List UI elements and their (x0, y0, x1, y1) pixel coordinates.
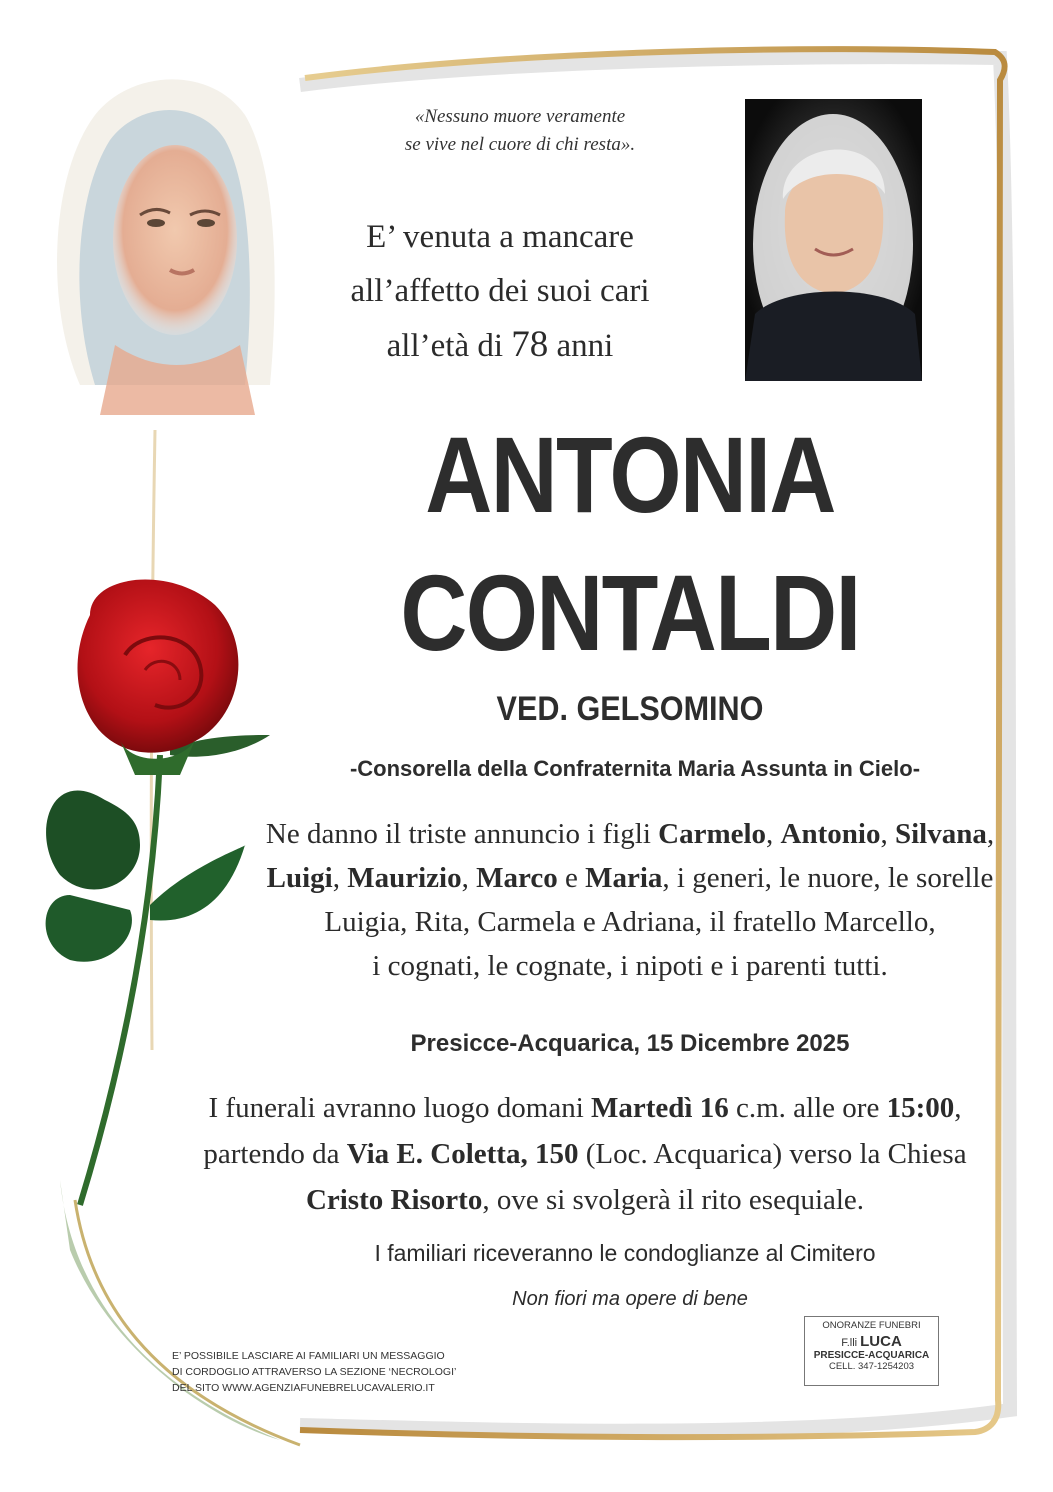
funeral-address: Via E. Coletta, 150 (346, 1138, 579, 1170)
announce-line-3: Luigia, Rita, Carmela e Adriana, il fratello Marcello, (324, 906, 936, 938)
announce-line-2: Luigi, Maurizio, Marco e Maria, i generi, le nuore, le sorelle (266, 862, 994, 894)
agency-location: PRESICCE-ACQUARICA (813, 1350, 930, 1361)
intro-line-2: all’affetto dei suoi cari (350, 273, 650, 309)
announce-line-1: Ne danno il triste annuncio i figli Carmelo, Antonio, Silvana, (265, 818, 995, 850)
condolences-line: I familiari riceveranno le condoglianze al Cimitero (374, 1240, 876, 1266)
funeral-line-3 (160, 1177, 1010, 1223)
funeral-agency-box (804, 1316, 939, 1386)
online-message-notice (172, 1348, 512, 1396)
family-announcement (240, 812, 1020, 988)
child-name: Marco (476, 862, 558, 894)
funeral-details (160, 1085, 1010, 1223)
deceased-portrait-photo (745, 99, 922, 381)
deceased-first-name: ANTONIA (425, 414, 835, 535)
place-and-date: Presicce-Acquarica, 15 Dicembre 2025 (410, 1030, 850, 1057)
widow-of-line: VED. GELSOMINO (496, 690, 764, 728)
age-value: 78 (511, 324, 549, 365)
child-name: Luigi (266, 862, 333, 894)
announce-line-4: i cognati, le cognate, i nipoti e i parenti tutti. (372, 950, 888, 982)
child-name: Maria (585, 862, 663, 894)
notice-line: DEL SITO WWW.AGENZIAFUNEBRELUCAVALERIO.IT (172, 1382, 435, 1394)
child-name: Silvana (894, 818, 987, 850)
madonna-image (40, 55, 290, 435)
funeral-text: , ove si svolgerà il rito esequiale. (482, 1184, 865, 1216)
funeral-text: I funerali avranno luogo domani (208, 1092, 584, 1124)
announce-relatives: , i generi, le nuore, le sorelle (662, 862, 994, 894)
funeral-text: partendo da (203, 1138, 340, 1170)
epigraph-quote (340, 103, 700, 159)
quote-line-2: se vive nel cuore di chi resta». (404, 134, 636, 155)
agency-name-line (805, 1333, 938, 1350)
intro-line-3 (300, 318, 700, 373)
child-name: Maurizio (347, 862, 462, 894)
funeral-church: Cristo Risorto (305, 1184, 483, 1216)
intro-text (300, 210, 700, 373)
notice-line: E’ POSSIBILE LASCIARE AI FAMILIARI UN MESSAGGIO (172, 1350, 445, 1362)
agency-name: LUCA (860, 1333, 902, 1350)
deceased-last-name: CONTALDI (400, 552, 860, 673)
confraternity-line: -Consorella della Confraternita Maria Assunta in Cielo- (349, 756, 921, 781)
funeral-time: 15:00 (886, 1092, 955, 1124)
child-name: Antonio (780, 818, 881, 850)
intro-age-prefix: all’età di (386, 328, 504, 364)
quote-line-1: «Nessuno muore veramente (414, 106, 626, 127)
funeral-text: c.m. alle ore (736, 1092, 880, 1124)
intro-age-suffix: anni (556, 328, 614, 364)
notice-line: DI CORDOGLIO ATTRAVERSO LA SEZIONE ‘NECROLOGI’ (172, 1366, 457, 1378)
agency-phone: CELL. 347-1254203 (828, 1361, 915, 1372)
no-flowers-line: Non fiori ma opere di bene (512, 1288, 748, 1310)
agency-title: ONORANZE FUNEBRI (822, 1320, 921, 1331)
announce-intro: Ne danno il triste annuncio i figli (265, 818, 651, 850)
conjunction: e (564, 862, 578, 894)
funeral-text: (Loc. Acquarica) verso la Chiesa (585, 1138, 967, 1170)
intro-line-1: E’ venuta a mancare (366, 219, 634, 255)
funeral-line-2 (160, 1131, 1010, 1177)
child-name: Carmelo (658, 818, 767, 850)
funeral-day: Martedì 16 (591, 1092, 729, 1124)
agency-prefix: F.lli (841, 1337, 858, 1349)
funeral-line-1: I funerali avranno luogo domani Martedì 16 c.m. alle ore 15:00, (208, 1092, 962, 1124)
